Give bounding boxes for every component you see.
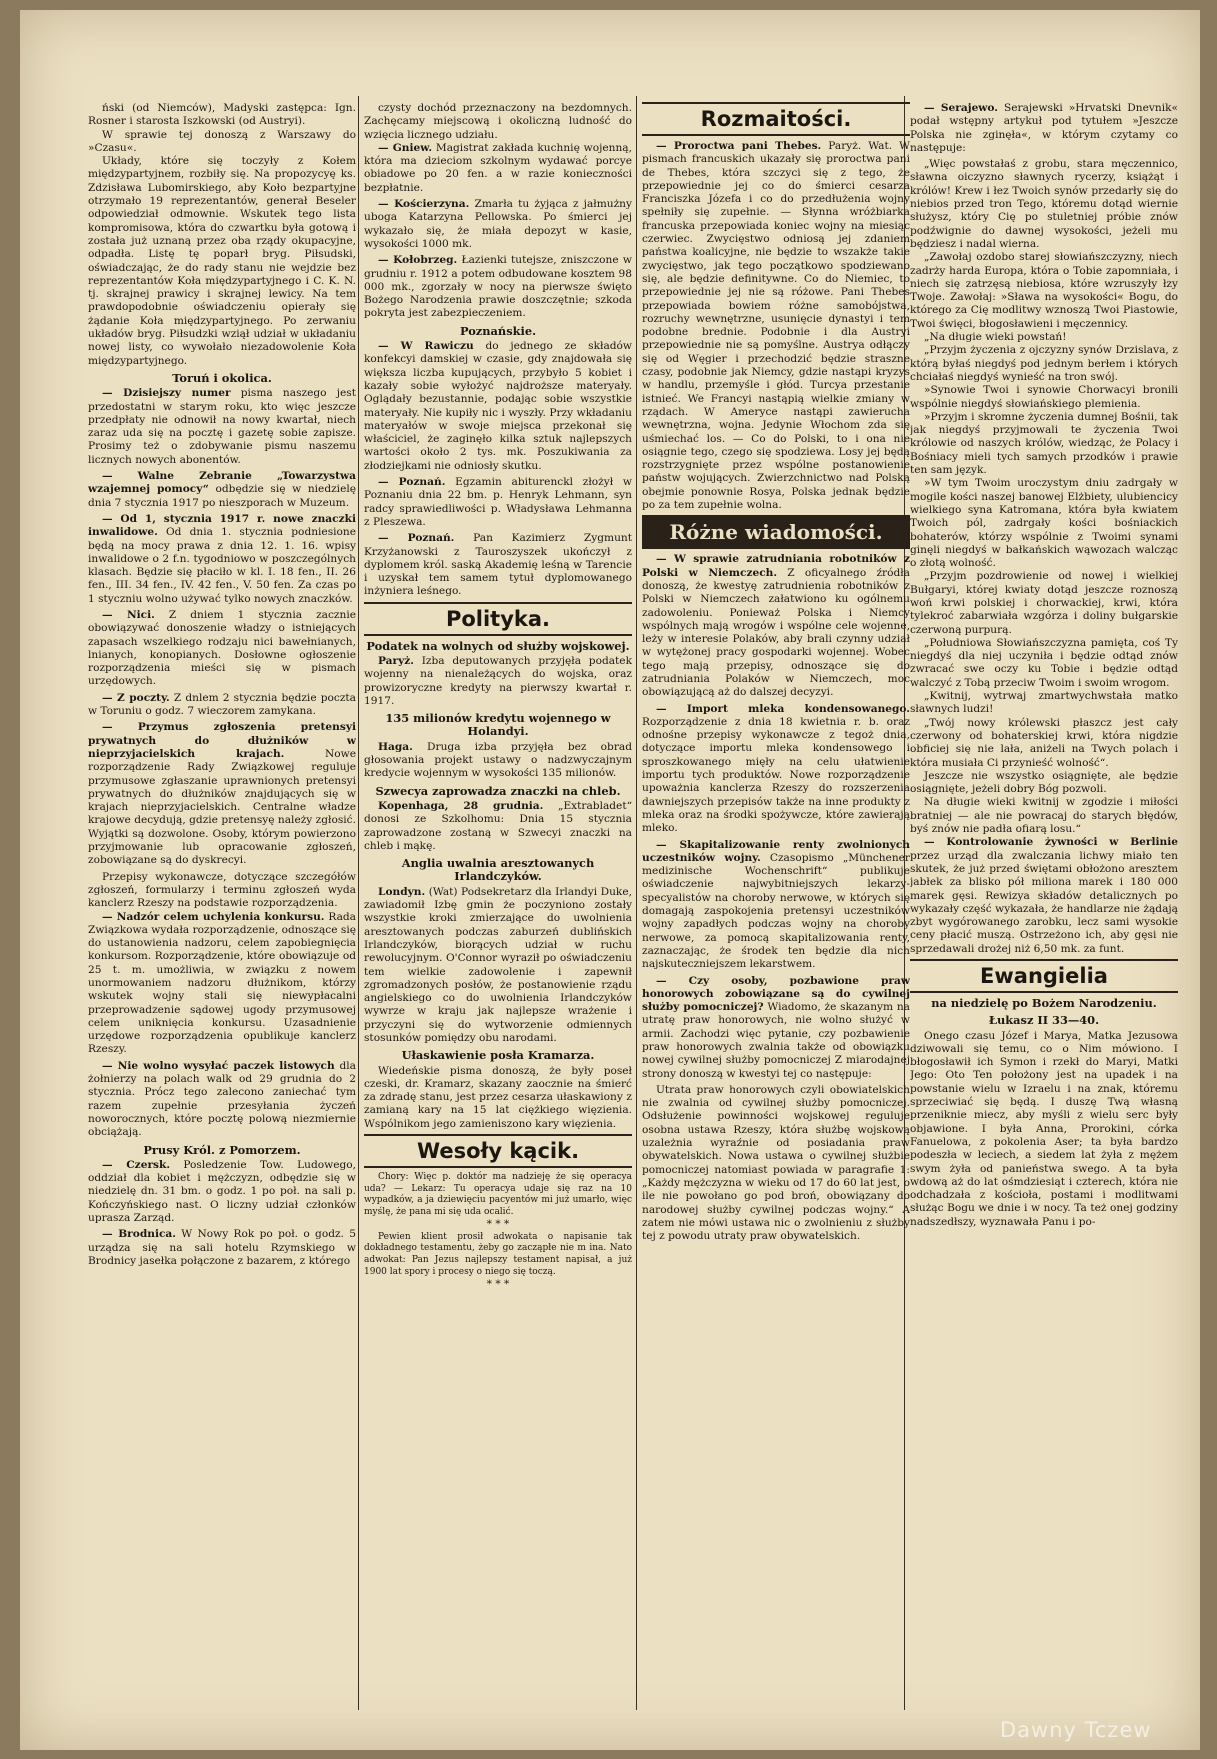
article-text: Zmarła tu żyjąca z jałmużny uboga Katarzyna Pellowska. Po śmierci jej wykazało się, że miała depozyt w kasie, wysokości 1000 mk. (364, 198, 632, 250)
paragraph: W sprawie tej donoszą z Warszawy do »Czasu«. (88, 128, 356, 154)
article-lead: — Proroctwa pani Thebes. (656, 140, 822, 152)
article (910, 836, 1178, 956)
article (642, 839, 910, 972)
article-text: Nowe rozporządzenie Rady Związkowej reguluje przymusowe zgłaszanie uprawnionych pretensyi prywatnych do dłużników znajdujących się w krajach nieprzyjacielskich. Centralne władze krajowe decydują, gdzie pretensyę należy zgłosić. Wyjątki są dozwolone. Osoby, którym powierzono przyjmowanie lub opracowanie zgłoszeń, zobowiązane są do dyskrecyi. (88, 747, 356, 867)
article-text: Rozporządzenie z dnia 18 kwietnia r. b. oraz odnośne przepisy wykonawcze z tegoż dnia, dotyczące importu mleka kondensowego i sproszkowanego mięły na celu ułatwienie importu tych produktów. Nowe rozporządzenie upoważnia kanclerza Rzeszy do rozszerzenia dawniejszych przepisów także na inne produkty z mleka oraz na środki spożywcze, które zawierają mleko. (642, 715, 910, 835)
section-heading: Poznańskie. (459, 323, 537, 338)
article-lead: — Import mleka kondensowanego. (656, 702, 910, 715)
paragraph: „Twój nowy królewski płaszcz jest cały czerwony od bohaterskiej krwi, która nigdzie obficiej się nie lała, aniżeli na Twych polach i która musiała Ci przynieść wolność“. (910, 716, 1178, 769)
article (642, 703, 910, 836)
article (364, 476, 632, 529)
separator-stars: * * * (486, 1278, 510, 1291)
article-lead: — Przymus zgłoszenia pretensyi prywatnych do dłużników w nieprzyjacielskich krajach. (88, 721, 356, 760)
article-lead: Londyn. (378, 885, 426, 898)
article-lead: Kopenhaga, 28 grudnia. (378, 799, 544, 812)
article-lead: — Kontrolowanie żywności w Berlinie (924, 836, 1178, 849)
article-lead: — Dzisiejszy numer (102, 387, 231, 400)
article-lead: — Z poczty. (102, 691, 170, 704)
article-lead: — Brodnica. (102, 1228, 176, 1241)
article-lead: — Serajewo. (924, 102, 998, 114)
article (88, 609, 356, 689)
article-lead: — Czersk. (102, 1158, 171, 1171)
column-2 (364, 102, 632, 1720)
article-text: Paryż. Wat. W pismach francuskich ukazały się proroctwa pani de Thebes, która szczyci się z tego, że przepowiednie jej co do śmierci cesarza Franciszka Józefa i co do przedłużenia wojny spełniły się zupełnie. — Słynna wróżbiarka francuska przepowiada koniec wojny na miesiąc czerwiec. Zwycięstwo odniosą jej zdaniem państwa koalicyjne, nie będzie to wszakże takie zwycięstwo, jak tego początkowo spodziewano się, ale będzie definitywne. Co do Niemiec, to przepowiednie jej nie są różowe. Pani Thebes przepowiada bowiem różne samobójstwa, rozruchy wewnętrzne, usunięcie dynastyi i tem podobne brednie. Podobnie i dla Austryi przepowiednie nie są pomyślne. Austrya odłączy się od Węgier i przechodzić będzie straszne czasy, podobnie jak Niemcy, gdzie nastąpi kryzys w handlu, przemyśle i głód. Turcya przestanie istnieć. We Francyi nastąpią wielkie zmiany w rządach. W Ameryce nastąpi zawierucha wewnętrzna, wojna. Jedynie Włochom zda się uśmiechać los. — Co do Polski, to i ona nie osiągnie tego, czego się spodziewa. Losy jej będą rozstrzygnięte przez wspólne postanowienie państw wojujących. Zwierzchnictwo nad Polską obejmie ponownie Rosya, Polska jednak będzie po za tem zupełnie wolna. (642, 140, 910, 512)
column-3 (642, 102, 910, 1720)
paragraph: „Na długie wieki powstań! (924, 331, 1067, 344)
paragraph: Na długie wieki kwitnij w zgodzie i miłości bratniej — ale nie powracaj do starych błędów, byś znów nie padła ofiarą losu.“ (910, 796, 1178, 836)
article-lead: — Skapitalizowanie renty zwolnionych uczestników wojny. (642, 838, 910, 864)
article (88, 692, 356, 719)
article-heading: Ułaskawienie posła Kramarza. (401, 1048, 595, 1063)
article-heading: Szwecya zaprowadza znaczki na chleb. (375, 783, 621, 798)
joke: Pewien klient prosił adwokata o napisanie tak dokładnego testamentu, żeby go zacząpłe nie m ina. Nato adwokat: Pan Jezus najlepszy testament napisał, a już 1900 lat spory i procesy o niego się toczą. (364, 1231, 632, 1277)
article (88, 1159, 356, 1225)
article-lead: — Poznań. (378, 476, 446, 489)
paragraph: „Więc powstałaś z grobu, stara męczennico, sławna oiczyzno sławnych rycerzy, książąt i królów! Krew i łez Twoich synów przedarły się do niebios przed tron Tego, któremu dotąd wiernie służysz, który Cię po stuletniej próbie znów podźwignie do dawnej wysokości, jeżeli mu będziesz i nadal wierna. (910, 158, 1178, 250)
article-text: Z dniem 1 stycznia zacznie obowiązywać donoszenie władzy o istniejących zapasach wszelkiego rodzaju nici bawełnianych, lnianych, konopianych. Dosłowne ogłoszenie rozporządzenia mieści się w pismach urzędowych. (88, 608, 356, 688)
article-text: Z dnlem 2 stycznia będzie poczta w Toruniu o godz. 7 wieczorem zamykana. (88, 691, 356, 718)
article (364, 254, 632, 320)
article (364, 886, 632, 1046)
article-heading: 135 milionów kredytu wojennego w Holandyi. (385, 711, 611, 739)
article: Wiedeńskie pisma donoszą, że były poseł czeski, dr. Kramarz, skazany zaocznie na śmierć za zdradę stanu, jest przez cesarza ułaskawiony z zamianą kary na 15 lat ciężkiego więzienia. Wspólnikom jego zamieniszono kary więzienia. (364, 1064, 632, 1130)
section-title-rozne-wiadomosci: Różne wiadomości. (642, 515, 910, 549)
article-text: (Wat) Podsekretarz dla Irlandyi Duke, zawiadomił Izbę gmin że poczyniono zostały wszystkie kroki zmierzające do uwolnienia aresztowanych podczas zaburzeń dublińskich Irlandczyków, biorących udział w ruchu rewolucyjnym. O'Connor wyraził po oświadczeniu tem wielkie zadowolenie i zapewnił zgromadzonych posłów, że postanowienie rządu angielskiego co do uwolnienia Irlandczyków wywrze w kraju jak najlepsze wrażenie i przyczyni się do wytworzenie odmiennych stosunków pomiędzy obu narodami. (364, 885, 632, 1044)
paragraph: »Przyjm i skromne życzenia dumnej Bośnii, tak jak niegdyś przyjmowali te życzenia Twoi królowie od naszych królów, wiedząc, że Polacy i Bośniacy mieli tych samych przodków i prawie ten sam język. (910, 410, 1178, 477)
paragraph: »W tym Twoim uroczystym dniu zadrgały w mogile kości naszej banowej Elżbiety, ulubiencicy wielkiego syna Katromana, która była kwiatem Twoich pól, zadrgały kości bośniackich bohaterów, którzy wspólnie z Twoimi synami ginęli niegdyś w bałkańskich wąwozach walcząc o złotą wolność. (910, 477, 1178, 570)
article (364, 655, 632, 708)
paragraph: „Kwitnij, wytrwaj zmartwychwstała matko sławnych ludzi! (910, 690, 1178, 716)
joke: Chory: Więc p. doktór ma nadzieję że się operacya uda? — Lekarz: Tu operacya udaje się raz na 10 wypadków, a ja dziewięciu pacyentów mi już umarło, więc myślę, że pana mi się uda ocalić. (364, 1172, 632, 1217)
column-rule (636, 96, 637, 1710)
article-text: przez urząd dla zwalczania lichwy miało ten skutek, że już przed świętami obłożono aresztem jabłek za blisko pół miliona marek i 180 000 marek gęsi. Rewizya składów detalicznych po wykazały część wykazała, że handlarze nie żądają zbyt wygórowanego zarobku, lecz sami wysokie ceny płacić muszą. Ostrzeżono ich, aby gęsi nie sprzedawali drożej niż 6,50 mk. za funt. (910, 849, 1178, 955)
article (88, 513, 356, 606)
article-text: Izba deputowanych przyjęła podatek wojenny na nienależących do wojska, oraz prowizoryczne kredyty na pierwszy kwartał r. 1917. (364, 654, 632, 707)
article (642, 140, 910, 512)
column-4 (910, 102, 1178, 1720)
article-text: do jednego ze składów konfekcyi damskiej w czasie, gdy znajdowała się większa liczba kupujących, przybyło 5 kobiet i kazały sobie wyłożyć najdroższe materyały. Oglądały bezustannie, podając sobie wszystkie materyały. Nie kupiły nic i wyszły. Przy wkładaniu materyałów w swoje miejsca przekonał się właściciel, że zaginęło kilka sztuk najlepszych wartości około 2 tys. mk. Poszukiwania za złodziejkami nie odniosły skutku. (364, 340, 632, 472)
section-title-rozmaitosci: Rozmaitości. (642, 102, 910, 136)
article (364, 532, 632, 598)
article-heading: Łukasz II 33—40. (988, 1013, 1100, 1028)
article-lead: — W Rawiczu (378, 340, 474, 353)
article-text: Pan Kazimierz Zygmunt Krzyżanowski z Tauroszyszek ukończył z dyplomem król. saską Akademię leśną w Tarencie i uzyskał tem samem tytuł dyplomowanego inżyniera leśnego. (364, 532, 632, 598)
section-title-ewangielia: Ewangielia (910, 959, 1178, 993)
article-lead: — Kościerzyna. (378, 198, 470, 211)
article-text: Wiadomo, że skazanym na utratę praw honorowych, nie wolno służyć w armii. Zachodzi więc pytanie, czy pozbawienie praw honorowych zwalnia także od obowiązku nowej cywilnej służby pomocniczej Z miarodajnej strony donoszą w kwestyi tej co następuje: (642, 1001, 910, 1080)
article-lead: — Nadzór celem uchylenia konkursu. (102, 910, 325, 923)
article-lead: — Kołobrzeg. (378, 254, 458, 267)
article-lead: — Czy osoby, pozbawione praw honorowych zobowiązane są do cywilnej służby pomocniczej? (642, 974, 910, 1014)
article-lead: — Poznań. (378, 532, 455, 545)
article-text: Łazienki tutejsze, zniszczone w grudniu r. 1912 a potem odbudowane kosztem 98 000 mk., zgorzały w nocy na pierwsze święto Bożego Narodzenia prawie doszczętnie; szkoda pokryta jest zabezpieczeniem. (364, 254, 632, 320)
article (364, 800, 632, 853)
article-text: Czasopismo „Münchener medizinische Wochenschrift“ publikuje oświadczenie najwybitniejszych lekarzy-specyalistów na choroby nerwowe, w których się domagają zaspokojenia pretensyi uczestników wojny zapadłych podczas wojny na choroby nerwowe, za pomocą skapitalizowania renty, zaznaczając, że środek ten będzie dla nich najskuteczniejszem lekarstwem. (642, 851, 910, 971)
column-1 (88, 102, 356, 1720)
article (88, 721, 356, 867)
article (88, 470, 356, 510)
article-lead: — W sprawie zatrudniania robotników z Polski w Niemczech. (642, 553, 910, 579)
article-heading: na niedzielę po Bożem Narodzeniu. (931, 996, 1157, 1010)
paragraph: ński (od Niemców), Madyski zastępca: Ign. Rosner i starosta Iszkowski (od Austryi). (88, 102, 356, 128)
column-rule (358, 96, 359, 1710)
article-lead: — Gniew. (378, 141, 433, 154)
article (88, 1228, 356, 1268)
article (88, 1060, 356, 1140)
article (364, 340, 632, 473)
article (364, 741, 632, 781)
article (88, 387, 356, 467)
paragraph: Onego czasu Józef i Marya, Matka Jezusowa dziwowali się temu, co o Nim mówiono. I błogosławił ich Symon i rzekł do Maryi, Matki Jego: Oto Ten położony jest na upadek i na powstanie wielu w Izraelu i na znak, któremu sprzeciwiać się będą. I duszę Twą własną przeniknie miecz, aby myśli z wielu serc były objawione. I była Anna, Prorokini, córka Fanuelowa, z pokolenia Aser; ta była bardzo podeszła w leciech, a siedem lat żyła z mężem swym żyła od panieństwa swego. A ta była wdową aż do lat ośmdziesiąt i czterech, która nie odchadzała z kościoła, postami i modlitwami służąc Bogu we dnie i w nocy. Ta też onej godziny nadszedłszy, wyznawała Panu i po- (910, 1029, 1178, 1228)
article-text: W Nowy Rok po poł. o godz. 5 urządza się na sali hotelu Rzymskiego w Brodnicy jasełka połączone z bazarem, z którego (88, 1228, 356, 1267)
article-text: „Extrabladet“ donosi ze Szkolhomu: Dnia 15 stycznia zaprowadzone zostaną w Szwecyi znaczki na chleb i mąkę. (364, 799, 632, 852)
article-text: dla żołnierzy na polach walk od 29 grudnia do 2 stycznia. Prócz tego zalecono zaniechać tym razem zupełnie przesyłania życzeń noworocznych, które pocztę polową niezmiernie obciążają. (88, 1059, 356, 1139)
paragraph: czysty dochód przeznaczony na bezdomnych. Zachęcamy miejscową i okoliczną ludność do wzięcia licznego udziału. (364, 102, 632, 141)
watermark-text: Dawny Tczew (1000, 1718, 1152, 1742)
paragraph: „Południowa Słowiańszczyzna pamięta, coś Ty niegdyś dla niej uczyniła i będzie odtąd znów zwracać swe oczy ku Tobie i będzie odtąd walczyć z Tobą przeciw Twoim i swoim wrogom. (910, 636, 1178, 689)
article-heading: Anglia uwalnia aresztowanych Irlandczyków. (401, 856, 595, 884)
paragraph: Jeszcze nie wszystko osiągnięte, ale będzie osiągnięte, jeżeli dobry Bóg pozwoli. (910, 769, 1178, 796)
article-text: Rada Związkowa wydała rozporządzenie, odnoszące się do ustanowienia nadzoru, celem zapobiegnięcia konkursom. Rozporządzenie, które obowiązuje od 25 t. m. umożliwia, w związku z nowem unormowaniem nadzoru dłużnikom, którzy wskutek wojny stali się niewypłacalni przeprowadzenie sądowej ugody przymusowej celem uniknięcia konkursu. Uzasadnienie urzędowe rozporządzenia opublikuje kanclerz Rzeszy. (88, 910, 356, 1056)
article (88, 911, 356, 1057)
article-text: Z oficyalnego źródła donoszą, że kwestyę zatrudnienia robotników z Polski w Niemczech załatwiono ku ogólnemu zadowoleniu. Ponieważ Polska i Niemcy wspólnych mają wrogów i wspólne cele wojenne, leży w interesie Polaków, aby brali czynny udział w wytężonej pracy gospodarki wojennej. Wobec tego mają przepisy, odnoszące się do zatrudniania Polaków w Niemczech, moc obowiązującą aż do dalszej decyzyi. (642, 566, 910, 699)
article-lead: Haga. (378, 740, 413, 753)
article-text: odbędzie się w niedzielę dnia 7 stycznia 1917 po nieszporach w Muzeum. (88, 483, 356, 509)
section-title-polityka: Polityka. (364, 602, 632, 636)
article (364, 142, 632, 195)
article (364, 198, 632, 251)
article (642, 553, 910, 699)
article (910, 102, 1178, 155)
article-text: Druga izba przyjęła bez obrad głosowania projekt ustawy o nadzwyczajnym kredycie wojennym w wysokości 135 milionów. (364, 740, 632, 780)
article-heading: Podatek na wolnych od służby wojskowej. (366, 638, 630, 653)
article-text: Posledzenie Tow. Ludowego, oddział dla kobiet i mężczyzn, odbędzie się w niedzielę dn. 31 bm. o godz. 1 po poł. na sali p. Kończyńskiego nast. O liczny udział członków uprasza Zarząd. (88, 1158, 356, 1225)
section-heading: Toruń i okolica. (172, 370, 272, 385)
article-text: pisma naszego jest przedostatni w starym roku, kto więc jeszcze przedpłaty nie odnowił na nowy kwartał, niech zaraz uda się na pocztę i gazetę sobie zapisze. Prosimy też o zdobywanie pismu naszemu licznych nowych abonentów. (88, 387, 356, 466)
article-lead: — Walne Zebranie „Towarzystwa wzajemnej pomocy“ (88, 470, 356, 496)
section-heading: Prusy Król. z Pomorzem. (143, 1142, 301, 1157)
paragraph: »Synowie Twoi i synowie Chorwacyi bronili wspólnie niegdyś słowiańskiego plemienia. (910, 384, 1178, 410)
newspaper-page (20, 10, 1200, 1750)
separator-stars: * * * (486, 1218, 510, 1231)
article-lead: — Nie wolno wysyłać paczek listowych (102, 1059, 335, 1072)
article-text: Magistrat zakłada kuchnię wojenną, która ma dzieciom szkolnym wydawać porcye obiadowe po 20 fen. a w razie konieczności bezpłatnie. (364, 141, 632, 194)
paragraph: „Przyjm pozdrowienie od nowej i wielkiej Bułgaryi, której kwiaty dotąd jeszcze roznoszą woń krwi polskiej i chorwackiej, krwi, która tylekroć zabarwiała wzgórza i doliny bułgarskie czerwoną purpurą. (910, 570, 1178, 636)
paragraph: Układy, które się toczyły z Kołem międzypartyjnem, rozbiły się. Na propozycyę ks. Zdzisława Lubomirskiego, aby Koło bezpartyjne otrzymało 19 reprezentantów, generał Beseler odpowiedział odmownie. Wskutek tego lista kompromisowa, która do czwartku była gotową i została już uznaną przez oba rządy okupacyjne, odpadła. Listę tę poparł bryg. Piłsudski, oświadczając, że do rady stanu nie wejdzie bez reprezentantów Koła międzypartyjnego i C. K. N. tj. skrajnej prawicy i skrajnej lewicy. Na tem prawdopodobnie oświadczeniu opierały się żądanie Koła międzypartyjnego. Po zerwaniu układów bryg. Piłsudzki wziął udział w układaniu nowej listy, co wywołało niezadowolenie Koła międzypartyjnego. (88, 155, 356, 367)
paragraph: Utrata praw honorowych czyli obowiatelskich nie zwalnia od cywilnej służby pomocniczej. Odsłużenie powinności wojskowej reguluje osobna ustawa Rzeszy, która służbę wojskową uzależnia wyraźnie od posiadania praw obywatelskich. Nowa ustawa o cywilnej służbie pomocniczej natomiast powiada w paragrafie 1: „Każdy mężczyzna w wieku od 17 do 60 lat jest, o ile nie powołano go pod broń, obowiązany do narodowej służby cywilnej podczas wojny.“ A zatem nie mówi ustawa nic o zwolnieniu z służby tej z powodu utraty praw obywatelskich. (642, 1083, 910, 1243)
article-text: Serajewski »Hrvatski Dnevnik« podał wstępny artykuł pod tytułem »Jeszcze Polska nie zginęła«, w którym czytamy co następuje: (910, 102, 1178, 154)
paragraph: „Zawołaj ozdobo starej słowiańszczyzny, niech zadrży harda Europa, która o Tobie zapomniała, i niech się zatrzęsą niebiosa, które wzruszyły łzy Twoje. Zawołaj: »Sława na wysokości« Bogu, do którego za Cię modlitwy wznoszą Twoi Piastowie, Twoi święci, błogosławieni i męczennicy. (910, 251, 1178, 330)
article-lead: Paryż. (378, 654, 414, 667)
paragraph: Przepisy wykonawcze, dotyczące szczegółów zgłoszeń, formularzy i terminu zgłoszeń wyda kanclerz Rzeszy na podstawie rozporządzenia. (88, 870, 356, 910)
article-lead: — Od 1, stycznia 1917 r. nowe znaczki inwalidowe. (88, 512, 356, 539)
article (642, 975, 910, 1081)
article-text: Od dnia 1. stycznia podniesione będą na mocy prawa z dnia 12. 1. 16. wpisy inwalidowe o 2 f.n. tygodniowo w poszczególnych klasach. Będzie się płaciło w kl. I. 18 fen., II. 26 fen., III. 34 fen., IV. 42 fen., V. 50 fen. Za czas po 1 styczniu wolno używać tylko nowych znaczków. (88, 526, 356, 605)
article-text: Egzamin abiturenckl złożył w Poznaniu dnia 22 bm. p. Henryk Lehmann, syn radcy sprawiedliwości p. Władysława Lehmanna z Pleszewa. (364, 476, 632, 528)
paragraph: „Przyjm życzenia z ojczyzny synów Drzislava, z którą byłaś niegdyś pod jednym berłem i których chciałaś niegdyś wynieść na tron swój. (910, 344, 1178, 383)
section-title-wesoly-kacik: Wesoły kącik. (364, 1134, 632, 1168)
article-lead: — Nici. (102, 608, 155, 621)
